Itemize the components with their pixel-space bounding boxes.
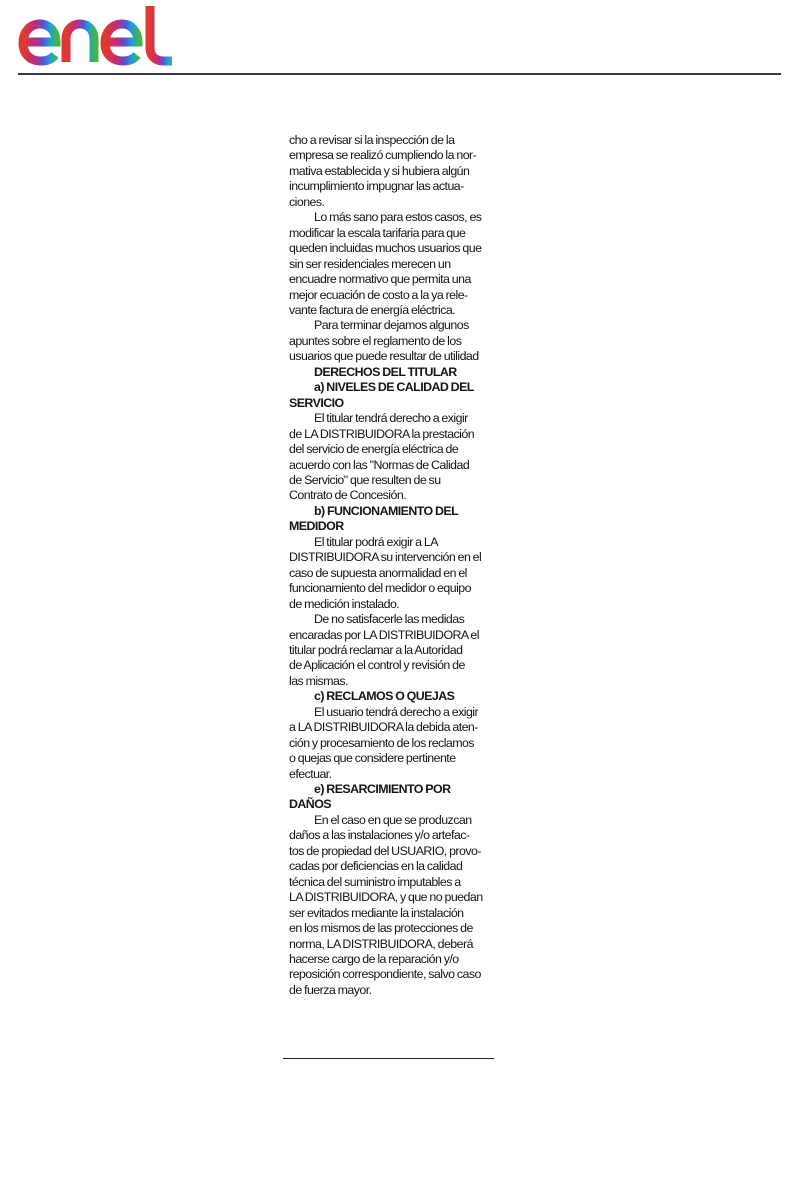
article-text-line: apuntes sobre el reglamento de los [289,333,462,348]
section-heading-line: MEDIDOR [289,519,344,534]
article-text-line: las mismas. [289,673,348,688]
article-text-line: mejor ecuación de costo a la ya rele- [289,287,468,302]
article-text-line: de LA DISTRIBUIDORA la prestación [289,426,475,441]
section-heading-line: e) RESARCIMIENTO POR [314,782,451,797]
article-text-line: ser evitados mediante la instalación [289,905,464,920]
article-text-line: titular podrá reclamar a la Autoridad [289,642,463,657]
newspaper-clipping [289,133,495,1033]
article-text-line: vante factura de energía eléctrica. [289,302,456,317]
article-text-line: cho a revisar si la inspección de la [289,133,455,147]
section-heading-line: DAÑOS [289,797,331,812]
article-text-line: funcionamiento del medidor o equipo [289,581,471,596]
article-text-line: usuarios que puede resultar de utilidad [289,349,479,364]
article-text-line: caso de supuesta anormalidad en el [289,565,467,580]
section-heading-line: SERVICIO [289,395,344,410]
article-text-line: de medición instalado. [289,596,400,611]
article-text-line: tos de propiedad del USUARIO, provo- [289,843,481,858]
article-text-line: Para terminar dejamos algunos [314,318,469,333]
section-heading-line: c) RECLAMOS O QUEJAS [314,689,455,704]
article-text-line: reposición correspondiente, salvo caso [289,967,481,982]
article-text-line: norma, LA DISTRIBUIDORA, deberá [289,936,473,951]
article-text-line: empresa se realizó cumpliendo la nor- [289,148,477,163]
section-heading-line: a) NIVELES DE CALIDAD DEL [314,380,474,395]
article-text-line: de fuerza mayor. [289,982,372,997]
article-text-line: o quejas que considere pertinente [289,751,456,766]
clipping-bottom-rule [283,1058,494,1059]
article-text-line: ciones. [289,194,325,209]
article-text-line: El titular tendrá derecho a exigir [314,411,468,426]
article-text-line: En el caso en que se produzcan [314,812,472,827]
article-text-line: acuerdo con las "Normas de Calidad [289,457,470,472]
article-text-line: encaradas por LA DISTRIBUIDORA el [289,627,479,642]
article-text-line: sin ser residenciales merecen un [289,256,451,271]
article-text-line: ción y procesamiento de los reclamos [289,735,474,750]
article-text-line: queden incluidas muchos usuarios que [289,241,482,256]
article-text-line: El titular podrá exigir a LA [314,534,438,549]
section-heading-line: DERECHOS DEL TITULAR [314,364,457,379]
article-text-line: encuadre normativo que permita una [289,272,471,287]
section-heading-line: b) FUNCIONAMIENTO DEL [314,503,459,518]
article-text-line: modificar la escala tarifaria para que [289,225,466,240]
article-text-line: De no satisfacerle las medidas [314,612,465,627]
article-text-line: a LA DISTRIBUIDORA la debida aten- [289,720,478,735]
article-text-line: hacerse cargo de la reparación y/o [289,952,459,967]
article-text-line: DISTRIBUIDORA su intervención en el [289,550,482,565]
article-text-line: en los mismos de las protecciones de [289,921,473,936]
article-text-line: LA DISTRIBUIDORA, y que no puedan [289,890,483,905]
article-text-line: Lo más sano para estos casos, es [314,210,482,225]
article-text-line: mativa establecida y si hubiera algún [289,163,470,178]
enel-logo [18,4,180,66]
header-divider [18,73,781,75]
article-text-line: técnica del suministro imputables a [289,874,461,889]
article-text-line: de Servicio" que resulten de su [289,472,441,487]
article-text-line: daños a las instalaciones y/o artefac- [289,828,470,843]
article-text-line: incumplimiento impugnar las actua- [289,179,464,194]
page-header [0,0,800,78]
article-text-line: Contrato de Concesión. [289,488,407,503]
article-text-line: cadas por deficiencias en la calidad [289,859,463,874]
article-text-line: efectuar. [289,766,332,781]
article-text-line: de Aplicación el control y revisión de [289,658,465,673]
article-text-line: El usuario tendrá derecho a exigir [314,704,479,719]
article-text-line: del servicio de energía eléctrica de [289,442,459,457]
